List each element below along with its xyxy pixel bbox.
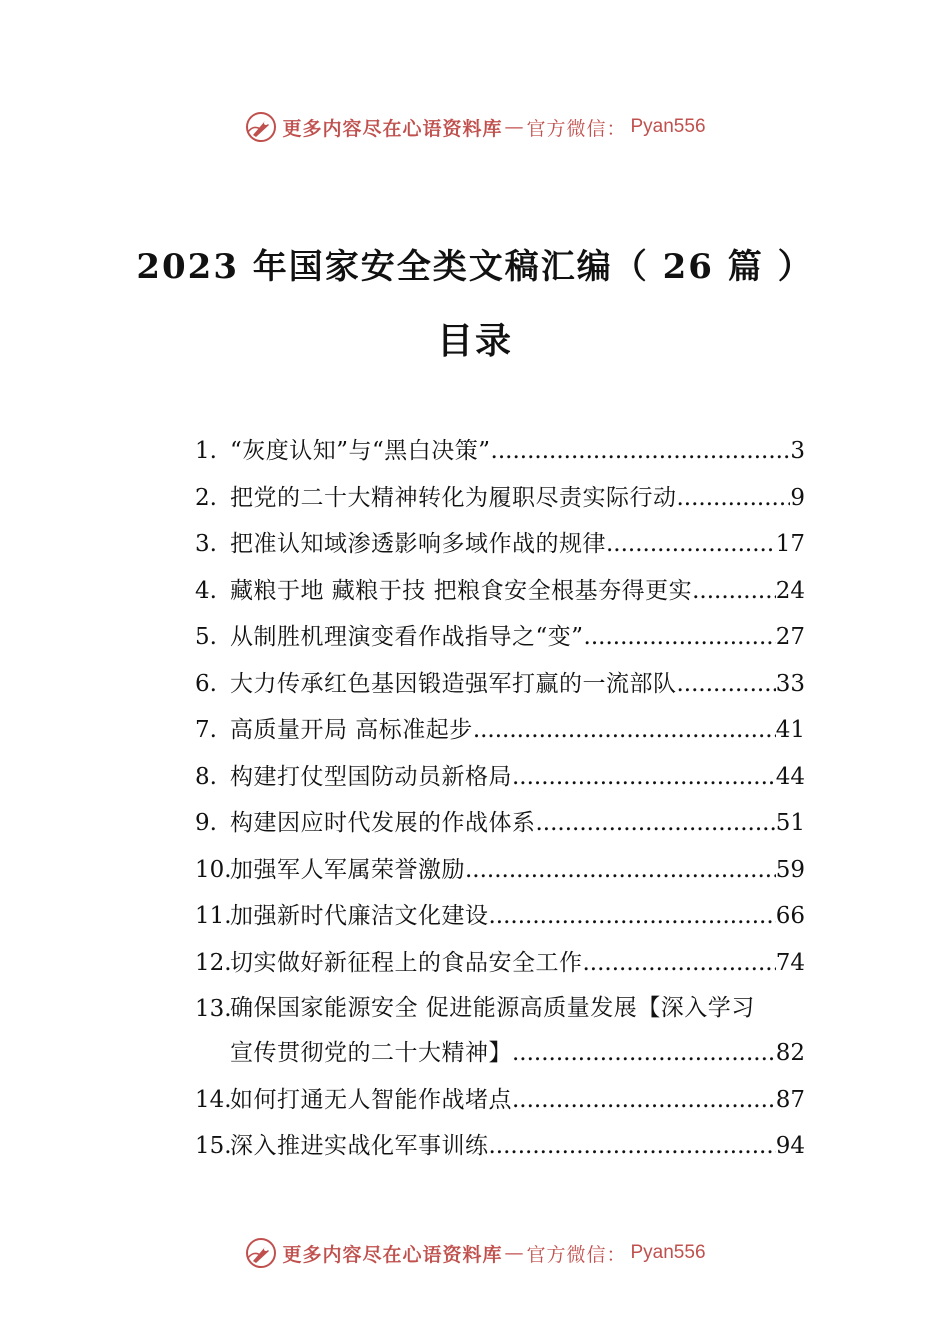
toc-item-page: 3 (790, 438, 805, 464)
toc-item-page: 24 (775, 577, 805, 604)
toc-item-page: 33 (775, 670, 805, 697)
watermark-separator: — (504, 1242, 525, 1264)
toc-leader-dots (489, 893, 776, 940)
table-of-contents (195, 428, 805, 1170)
toc-item-title: 构建打仗型国防动员新格局 (230, 763, 512, 790)
toc-item[interactable] (195, 568, 805, 615)
toc-item-page: 27 (775, 624, 805, 650)
toc-item[interactable] (195, 986, 805, 1077)
toc-item[interactable] (195, 893, 805, 940)
toc-leader-dots (491, 428, 791, 475)
toc-item-number: 10. (195, 856, 232, 883)
toc-item-title: 把党的二十大精神转化为履职尽责实际行动 (230, 484, 677, 511)
pen-nib-logo-icon (244, 110, 278, 144)
toc-item-number: 5. (195, 624, 217, 650)
toc-item-page: 41 (775, 717, 805, 743)
toc-item-page: 51 (775, 810, 805, 836)
toc-leader-dots (692, 568, 776, 615)
toc-item-page: 9 (790, 484, 805, 511)
toc-item-number: 6. (195, 670, 217, 697)
toc-item-title: 高质量开局 高标准起步 (230, 717, 473, 743)
watermark-wechat-label: 官方微信： (526, 117, 627, 140)
toc-item-title: 加强军人军属荣誉激励 (230, 856, 465, 883)
watermark-wechat-id: Pyan556 (630, 1242, 706, 1263)
toc-item-number: 9. (195, 810, 217, 836)
toc-item-number: 11. (195, 903, 232, 929)
toc-item-title-continued: 宣传贯彻党的二十大精神】 (230, 1040, 512, 1066)
toc-leader-dots (512, 754, 776, 801)
toc-leader-dots (583, 940, 776, 987)
toc-item[interactable] (195, 521, 805, 568)
toc-item[interactable] (195, 614, 805, 661)
toc-item-title: 大力传承红色基因锻造强军打赢的一流部队 (230, 670, 677, 697)
document-title: 2023 年国家安全类文稿汇编（ 26 篇 ） (136, 247, 814, 287)
toc-item[interactable] (195, 800, 805, 847)
header-watermark (0, 107, 950, 147)
toc-item-title: 藏粮于地 藏粮于技 把粮食安全根基夯得更实 (230, 577, 693, 604)
toc-item[interactable] (195, 428, 805, 475)
watermark-separator: — (504, 116, 525, 138)
watermark-wechat-id: Pyan556 (630, 116, 706, 137)
toc-item-title: 加强新时代廉洁文化建设 (230, 903, 489, 929)
watermark-brand: 更多内容尽在心语资料库 (282, 117, 503, 140)
toc-item-page: 87 (775, 1086, 805, 1113)
toc-item-number: 8. (195, 763, 217, 790)
toc-item-title: 把准认知域渗透影响多域作战的规律 (230, 531, 606, 557)
toc-item[interactable] (195, 940, 805, 987)
toc-item[interactable] (195, 847, 805, 894)
pen-nib-logo-icon (244, 1236, 278, 1270)
toc-item-number: 14. (195, 1086, 232, 1113)
toc-item-title: 切实做好新征程上的食品安全工作 (230, 949, 583, 976)
watermark-brand: 更多内容尽在心语资料库 (282, 1243, 503, 1266)
toc-item-title: “灰度认知”与“黑白决策” (230, 438, 491, 464)
toc-leader-dots (606, 521, 776, 568)
toc-item-number: 13. (195, 996, 232, 1022)
toc-item-title: 确保国家能源安全 促进能源高质量发展【深入学习 (230, 995, 755, 1021)
toc-item[interactable] (195, 1123, 805, 1170)
toc-item-number: 7. (195, 717, 217, 743)
toc-leader-dots (512, 1077, 776, 1124)
toc-item[interactable] (195, 661, 805, 708)
toc-leader-dots (512, 1030, 776, 1077)
toc-item[interactable] (195, 707, 805, 754)
toc-item-page: 94 (775, 1133, 805, 1159)
toc-leader-dots (536, 800, 776, 847)
toc-item-number: 12. (195, 949, 232, 976)
toc-item-title: 如何打通无人智能作战堵点 (230, 1086, 512, 1113)
toc-item-page: 82 (775, 1040, 805, 1066)
toc-item-page: 17 (775, 531, 805, 557)
toc-item[interactable] (195, 475, 805, 522)
toc-leader-dots (677, 475, 791, 522)
toc-item-title: 从制胜机理演变看作战指导之“变” (230, 624, 584, 650)
toc-item-page: 44 (775, 763, 805, 790)
toc-item-number: 3. (195, 531, 217, 557)
toc-item-number: 2. (195, 484, 217, 511)
toc-leader-dots (465, 847, 776, 894)
toc-item-title: 深入推进实战化军事训练 (230, 1133, 489, 1159)
toc-item-number: 15. (195, 1133, 232, 1159)
toc-item[interactable] (195, 754, 805, 801)
toc-leader-dots (473, 707, 776, 754)
toc-heading: 目录 (436, 320, 513, 362)
toc-item[interactable] (195, 1077, 805, 1124)
toc-item-page: 74 (775, 949, 805, 976)
toc-item-page: 59 (775, 856, 805, 883)
toc-item-number: 1. (195, 438, 217, 464)
toc-item-title: 构建因应时代发展的作战体系 (230, 810, 536, 836)
toc-item-page: 66 (775, 903, 805, 929)
footer-watermark (0, 1233, 950, 1273)
toc-leader-dots (584, 614, 776, 661)
toc-leader-dots (677, 661, 776, 708)
toc-item-number: 4. (195, 577, 217, 604)
watermark-wechat-label: 官方微信： (526, 1243, 627, 1266)
toc-leader-dots (489, 1123, 776, 1170)
